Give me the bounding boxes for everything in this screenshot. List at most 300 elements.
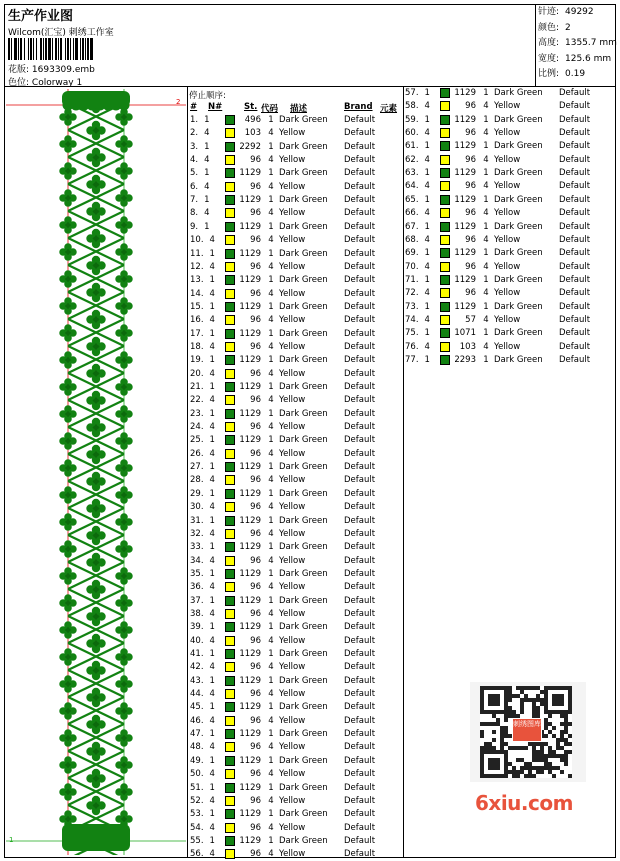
color-swatch — [440, 208, 450, 218]
color-code: 1 — [268, 755, 274, 766]
stitch-count: 1129 — [454, 248, 476, 259]
row-number: 24. — [190, 422, 204, 433]
thread-brand: Default — [344, 689, 376, 700]
table-row — [405, 221, 615, 234]
row-index — [190, 675, 224, 688]
stat-label: 高度: — [538, 38, 560, 48]
thread-brand: Default — [344, 341, 376, 352]
needle-number: 4 — [424, 128, 430, 139]
stitch-count: 96 — [465, 261, 476, 272]
row-index — [190, 541, 224, 554]
color-description: Yellow — [279, 155, 306, 166]
needle-number: 4 — [204, 181, 210, 192]
row-index — [405, 194, 439, 207]
row-number: 32. — [190, 528, 204, 539]
color-swatch — [440, 115, 450, 125]
needle-number: 4 — [209, 475, 215, 486]
color-swatch — [225, 702, 235, 712]
row-number: 37. — [190, 595, 204, 606]
needle-number: 1 — [204, 168, 210, 179]
color-description: Dark Green — [494, 141, 543, 152]
lattice-motif — [115, 243, 132, 260]
needle-number: 4 — [424, 288, 430, 299]
needle-number: 4 — [209, 849, 215, 860]
lattice-motif — [86, 391, 105, 410]
row-number: 65. — [405, 194, 419, 205]
needle-number: 4 — [204, 128, 210, 139]
row-number: 29. — [190, 488, 204, 499]
color-swatch — [225, 489, 235, 499]
color-swatch — [225, 449, 235, 459]
needle-number: 4 — [209, 689, 215, 700]
row-number: 28. — [190, 475, 204, 486]
thread-brand: Default — [559, 234, 591, 245]
lattice-motif — [86, 580, 105, 599]
row-index — [405, 100, 439, 113]
row-number: 52. — [190, 795, 204, 806]
stitch-count: 1129 — [239, 221, 261, 232]
lattice-motif — [86, 121, 105, 140]
row-number: 14. — [190, 288, 204, 299]
row-number: 64. — [405, 181, 419, 192]
row-number: 48. — [190, 742, 204, 753]
lattice-motif — [59, 729, 76, 746]
color-description: Dark Green — [279, 595, 328, 606]
row-index — [190, 621, 224, 634]
table-row — [190, 288, 400, 301]
lattice-motif — [59, 513, 76, 530]
color-code: 1 — [268, 355, 274, 366]
color-swatch — [440, 275, 450, 285]
color-swatch — [225, 502, 235, 512]
lattice-motif — [86, 742, 105, 761]
row-index — [190, 341, 224, 354]
color-swatch — [225, 756, 235, 766]
lattice-motif — [86, 796, 105, 815]
color-swatch — [440, 288, 450, 298]
row-index — [405, 314, 439, 327]
color-code: 4 — [268, 502, 274, 513]
table-row — [405, 114, 615, 127]
color-description: Yellow — [494, 181, 521, 192]
lattice-motif — [115, 702, 132, 719]
stitch-count: 1129 — [239, 622, 261, 633]
color-swatch — [225, 275, 235, 285]
thread-brand: Default — [559, 101, 591, 112]
stitch-count: 1129 — [239, 835, 261, 846]
color-swatch — [440, 262, 450, 272]
lattice-motif — [86, 202, 105, 221]
color-description: Yellow — [279, 689, 306, 700]
table-row — [190, 234, 400, 247]
color-description: Yellow — [279, 502, 306, 513]
lattice-motif — [59, 243, 76, 260]
stitch-count: 96 — [465, 101, 476, 112]
row-index — [405, 221, 439, 234]
stitch-count: 1129 — [239, 382, 261, 392]
row-index — [190, 288, 224, 301]
thread-brand: Default — [344, 155, 376, 166]
lattice-motif — [86, 418, 105, 437]
needle-number: 4 — [424, 208, 430, 219]
needle-number: 4 — [209, 288, 215, 299]
row-number: 75. — [405, 328, 419, 339]
color-swatch — [440, 222, 450, 232]
row-number: 27. — [190, 462, 204, 473]
color-description: Yellow — [494, 208, 521, 219]
needle-number: 4 — [209, 448, 215, 459]
color-code: 4 — [268, 662, 274, 673]
stitch-count: 57 — [465, 314, 476, 325]
lattice-motif — [115, 594, 132, 611]
color-swatch — [225, 849, 235, 859]
needle-number: 1 — [204, 221, 210, 232]
lattice-motif — [59, 459, 76, 476]
lattice-motif — [59, 486, 76, 503]
row-index — [190, 194, 224, 207]
table-row — [190, 661, 400, 674]
needle-number: 1 — [209, 782, 215, 793]
row-index — [190, 755, 224, 768]
needle-number: 4 — [209, 502, 215, 513]
stitch-count: 1129 — [454, 114, 476, 125]
stitch-count: 96 — [250, 448, 261, 459]
row-number: 18. — [190, 341, 204, 352]
color-swatch — [225, 342, 235, 352]
color-description: Dark Green — [494, 301, 543, 312]
row-number: 76. — [405, 341, 419, 352]
lattice-motif — [86, 634, 105, 653]
header-description: 描述 — [290, 104, 308, 114]
table-row — [190, 354, 400, 367]
lattice-motif — [59, 297, 76, 314]
table-row — [405, 341, 615, 354]
thread-brand: Default — [559, 261, 591, 272]
stitch-count: 96 — [250, 582, 261, 593]
stat-label: 宽度: — [538, 53, 560, 64]
needle-number: 4 — [209, 341, 215, 352]
row-number: 77. — [405, 355, 419, 365]
thread-brand: Default — [559, 341, 591, 352]
color-code: 4 — [268, 235, 274, 246]
needle-number: 1 — [209, 275, 215, 286]
table-row — [405, 301, 615, 314]
table-row — [405, 261, 615, 274]
color-swatch — [440, 328, 450, 338]
watermark-text: 6xiu.com — [475, 791, 573, 815]
needle-number: 4 — [204, 155, 210, 166]
row-index — [405, 287, 439, 300]
color-code: 4 — [268, 849, 274, 860]
needle-number: 1 — [209, 755, 215, 766]
stitch-count: 96 — [465, 128, 476, 139]
table-row — [190, 248, 400, 261]
thread-brand: Default — [344, 608, 376, 619]
color-swatch — [440, 88, 450, 98]
color-description: Yellow — [279, 315, 306, 326]
lattice-motif — [59, 756, 76, 773]
stitch-count: 1129 — [239, 649, 261, 659]
table-row — [190, 341, 400, 354]
stitch-count: 1129 — [454, 168, 476, 179]
needle-number: 4 — [209, 795, 215, 806]
color-swatch — [440, 155, 450, 165]
stat-label: 颜色: — [538, 22, 560, 33]
row-index — [190, 381, 224, 394]
table-row — [190, 608, 400, 621]
row-index — [190, 661, 224, 674]
row-number: 40. — [190, 635, 204, 646]
stitch-count: 96 — [465, 234, 476, 245]
thread-brand: Default — [344, 315, 376, 326]
row-index — [190, 728, 224, 741]
watermark-badge: 刺绣图库 — [512, 718, 542, 742]
lattice-motif — [59, 108, 76, 125]
row-index — [405, 247, 439, 260]
stat-row — [538, 36, 617, 52]
needle-number: 4 — [209, 395, 215, 406]
color-swatch — [225, 823, 235, 833]
lattice-motif — [115, 405, 132, 422]
color-description: Yellow — [494, 128, 521, 139]
thread-brand: Default — [344, 542, 376, 553]
color-description: Dark Green — [279, 221, 328, 232]
table-row — [405, 314, 615, 327]
color-code: 4 — [483, 154, 489, 165]
thread-brand: Default — [344, 595, 376, 606]
row-index — [190, 688, 224, 701]
row-number: 6. — [190, 181, 199, 192]
table-row — [190, 581, 400, 594]
color-code: 1 — [268, 542, 274, 553]
table-row — [405, 154, 615, 167]
color-code: 1 — [268, 595, 274, 606]
color-code: 1 — [483, 355, 489, 365]
row-number: 35. — [190, 568, 204, 579]
color-code: 4 — [268, 208, 274, 219]
stitch-count: 1129 — [239, 755, 261, 766]
needle-number: 1 — [424, 168, 430, 179]
row-index — [190, 608, 224, 621]
stitch-count: 1129 — [239, 435, 261, 446]
color-swatch — [225, 796, 235, 806]
row-number: 63. — [405, 168, 419, 179]
color-description: Yellow — [494, 261, 521, 272]
color-code: 1 — [483, 221, 489, 232]
row-index — [190, 408, 224, 421]
row-index — [190, 301, 224, 314]
color-swatch — [225, 769, 235, 779]
row-number: 73. — [405, 301, 419, 312]
color-description: Dark Green — [494, 88, 543, 98]
needle-number: 4 — [209, 635, 215, 646]
row-index — [190, 782, 224, 795]
column-divider — [403, 86, 404, 858]
needle-number: 4 — [209, 715, 215, 726]
header-stitches: St. — [244, 102, 258, 112]
color-description: Dark Green — [279, 729, 328, 740]
color-swatch — [225, 128, 235, 138]
thread-brand: Default — [559, 314, 591, 325]
stitch-count: 96 — [250, 341, 261, 352]
color-code: 1 — [268, 568, 274, 579]
needle-number: 1 — [209, 568, 215, 579]
row-index — [405, 180, 439, 193]
table-row — [190, 381, 400, 394]
lattice-motif — [59, 783, 76, 800]
stat-label: 针迹: — [538, 7, 560, 17]
row-number: 67. — [405, 221, 419, 232]
stitch-count: 1129 — [239, 488, 261, 499]
color-code: 1 — [268, 649, 274, 659]
color-description: Dark Green — [494, 355, 543, 365]
table-row — [190, 648, 400, 661]
row-number: 36. — [190, 582, 204, 593]
color-description: Yellow — [279, 208, 306, 219]
stitch-count: 1129 — [239, 301, 261, 312]
needle-number: 1 — [209, 809, 215, 820]
color-code: 1 — [483, 194, 489, 205]
needle-number: 1 — [424, 301, 430, 312]
color-swatch — [225, 395, 235, 405]
row-index — [190, 741, 224, 754]
needle-number: 1 — [424, 274, 430, 285]
header-brand: Brand — [344, 102, 373, 112]
color-swatch — [225, 462, 235, 472]
row-number: 26. — [190, 448, 204, 459]
design-file-label: 花版: — [8, 65, 30, 75]
row-number: 12. — [190, 261, 204, 272]
color-swatch — [225, 435, 235, 445]
color-swatch — [225, 569, 235, 579]
table-row — [190, 515, 400, 528]
row-number: 62. — [405, 154, 419, 165]
row-number: 55. — [190, 835, 204, 846]
color-code: 4 — [268, 635, 274, 646]
table-row — [190, 181, 400, 194]
stat-row — [538, 52, 617, 68]
lattice-motif — [115, 378, 132, 395]
row-index — [190, 154, 224, 167]
table-row — [405, 234, 615, 247]
lattice-motif — [115, 135, 132, 152]
lattice-motif — [115, 567, 132, 584]
row-number: 3. — [190, 141, 199, 152]
color-code: 4 — [483, 234, 489, 245]
needle-number: 1 — [209, 301, 215, 312]
color-swatch — [440, 355, 450, 365]
needle-number: 4 — [209, 368, 215, 379]
thread-brand: Default — [344, 568, 376, 579]
color-code: 4 — [268, 689, 274, 700]
row-index — [190, 528, 224, 541]
stop-sequence-title: 停止顺序: — [189, 91, 226, 101]
stitch-count: 96 — [250, 422, 261, 433]
row-number: 5. — [190, 168, 199, 179]
row-index — [405, 154, 439, 167]
color-description: Yellow — [279, 235, 306, 246]
lattice-motif — [115, 297, 132, 314]
needle-number: 1 — [209, 675, 215, 686]
color-code: 1 — [268, 221, 274, 232]
color-code: 4 — [268, 422, 274, 433]
stitch-count: 1129 — [239, 195, 261, 206]
row-number: 21. — [190, 382, 204, 392]
color-code: 4 — [268, 742, 274, 753]
lattice-motif — [86, 715, 105, 734]
color-code: 1 — [483, 168, 489, 179]
stitch-count: 96 — [250, 769, 261, 780]
stitch-count: 1129 — [239, 168, 261, 179]
color-code: 1 — [268, 435, 274, 446]
needle-number: 1 — [209, 542, 215, 553]
lattice-motif — [59, 216, 76, 233]
table-row — [190, 768, 400, 781]
color-description: Dark Green — [279, 301, 328, 312]
thread-brand: Default — [559, 128, 591, 139]
color-swatch — [225, 836, 235, 846]
lattice-motif — [86, 148, 105, 167]
color-swatch — [225, 168, 235, 178]
stitch-count: 1129 — [239, 595, 261, 606]
color-code: 4 — [268, 288, 274, 299]
color-code: 4 — [268, 128, 274, 139]
stat-value: 125.6 mm — [565, 53, 612, 64]
needle-number: 1 — [209, 408, 215, 419]
color-description: Yellow — [279, 395, 306, 406]
color-swatch — [440, 342, 450, 352]
table-row — [190, 261, 400, 274]
lattice-motif — [115, 459, 132, 476]
color-description: Dark Green — [279, 835, 328, 846]
table-row — [405, 274, 615, 287]
needle-number: 4 — [424, 261, 430, 272]
color-swatch — [225, 609, 235, 619]
needle-number: 1 — [209, 835, 215, 846]
color-code: 4 — [268, 261, 274, 272]
lattice-motif — [59, 675, 76, 692]
color-code: 4 — [268, 341, 274, 352]
color-swatch — [440, 315, 450, 325]
color-code: 4 — [268, 475, 274, 486]
thread-brand: Default — [344, 115, 376, 125]
row-number: 39. — [190, 622, 204, 633]
color-code: 1 — [268, 141, 274, 152]
stitch-count: 1129 — [239, 782, 261, 793]
row-index — [190, 434, 224, 447]
needle-number: 1 — [209, 595, 215, 606]
thread-brand: Default — [344, 488, 376, 499]
thread-brand: Default — [344, 288, 376, 299]
needle-number: 4 — [209, 555, 215, 566]
table-row — [405, 100, 615, 113]
thread-brand: Default — [559, 168, 591, 179]
row-number: 30. — [190, 502, 204, 513]
color-swatch — [225, 329, 235, 339]
needle-number: 1 — [424, 194, 430, 205]
row-index — [190, 328, 224, 341]
stitch-count: 96 — [250, 849, 261, 860]
color-code: 4 — [268, 448, 274, 459]
stitch-count: 96 — [250, 608, 261, 619]
row-number: 2. — [190, 128, 199, 139]
color-description: Yellow — [279, 822, 306, 833]
color-description: Yellow — [279, 715, 306, 726]
needle-number: 1 — [424, 88, 430, 98]
stitch-count: 103 — [459, 341, 476, 352]
color-code: 4 — [483, 101, 489, 112]
thread-brand: Default — [344, 422, 376, 433]
